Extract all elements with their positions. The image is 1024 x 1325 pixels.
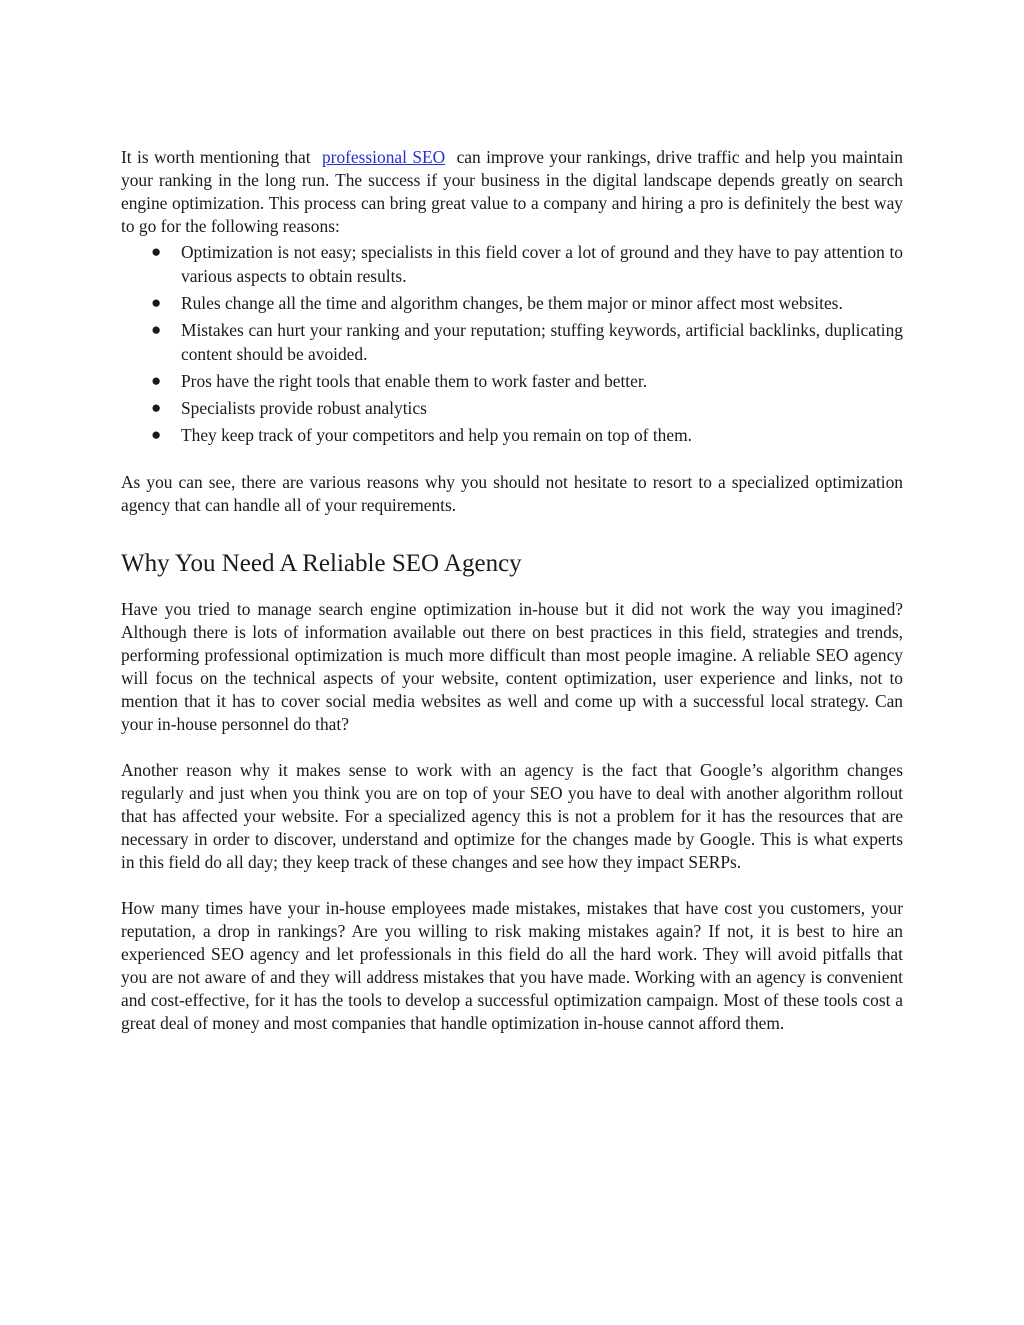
bullet-icon: ● [151, 320, 162, 339]
bullet-icon: ● [151, 371, 162, 390]
body-paragraph-2: Another reason why it makes sense to work with an agency is the fact that Google’s algorithm changes regularly and just when you think you are on top of your SEO you have to deal with another algorithm rollout that has affected your website. For a specialized agency this is not a problem for it has the resources that are necessary in order to discover, understand and optimize for the changes made by Google. This is what experts in this field do all day; they keep track of these changes and see how they impact SERPs. [121, 760, 903, 872]
list-item: ● They keep track of your competitors and help you remain on top of them. [151, 425, 692, 445]
list-item: ● Mistakes can hurt your ranking and your reputation; stuffing keywords, artificial backlinks, duplicating content should be avoided. [151, 320, 903, 364]
bullet-icon: ● [151, 425, 162, 444]
intro-paragraph [121, 146, 903, 238]
bullet-icon: ● [151, 293, 162, 312]
intro-text-before-link: It is worth mentioning that [121, 147, 311, 167]
list-item: ● Rules change all the time and algorithm changes, be them major or minor affect most websites. [151, 293, 843, 313]
professional-seo-link[interactable]: professional SEO [321, 147, 446, 167]
list-item: ● Optimization is not easy; specialists in this field cover a lot of ground and they have to pay attention to various aspects to obtain results. [151, 242, 903, 286]
reasons-list [121, 240, 903, 447]
list-item: ● Specialists provide robust analytics [151, 398, 427, 418]
body-paragraph-1: Have you tried to manage search engine optimization in-house but it did not work the way you imagined? Although there is lots of information available out there on best practices in this field, strategies and trends, performing professional optimization is much more difficult than most people imagine. A reliable SEO agency will focus on the technical aspects of your website, content optimization, user experience and links, not to mention that it has to cover social media websites as well and come up with a successful local strategy. Can your in-house personnel do that? [121, 599, 903, 734]
bullet-icon: ● [151, 398, 162, 417]
summary-paragraph: As you can see, there are various reasons why you should not hesitate to resort to a specialized optimization agency that can handle all of your requirements. [121, 472, 903, 515]
body-paragraph-3: How many times have your in-house employees made mistakes, mistakes that have cost you customers, your reputation, a drop in rankings? Are you willing to risk making mistakes again? If not, it is best to hire an experienced SEO agency and let professionals in this field do all the hard work. They will avoid pitfalls that you are not aware of and they will address mistakes that you have made. Working with an agency is convenient and cost-effective, for it has the tools to develop a successful optimization campaign. Most of these tools cost a great deal of money and most companies that handle optimization in-house cannot afford them. [121, 898, 903, 1033]
section-heading: Why You Need A Reliable SEO Agency [121, 550, 522, 577]
bullet-icon: ● [151, 242, 162, 261]
intro-text-after-link: can improve your rankings, drive traffic and help you maintain your ranking in the long run. The success if your business in the digital landscape depends greatly on search engine optimization. This process can bring great value to a company and hiring a pro is definitely the best way to go for the following reasons: [121, 147, 903, 236]
list-item: ● Pros have the right tools that enable them to work faster and better. [151, 371, 648, 391]
document-page [121, 146, 903, 1035]
